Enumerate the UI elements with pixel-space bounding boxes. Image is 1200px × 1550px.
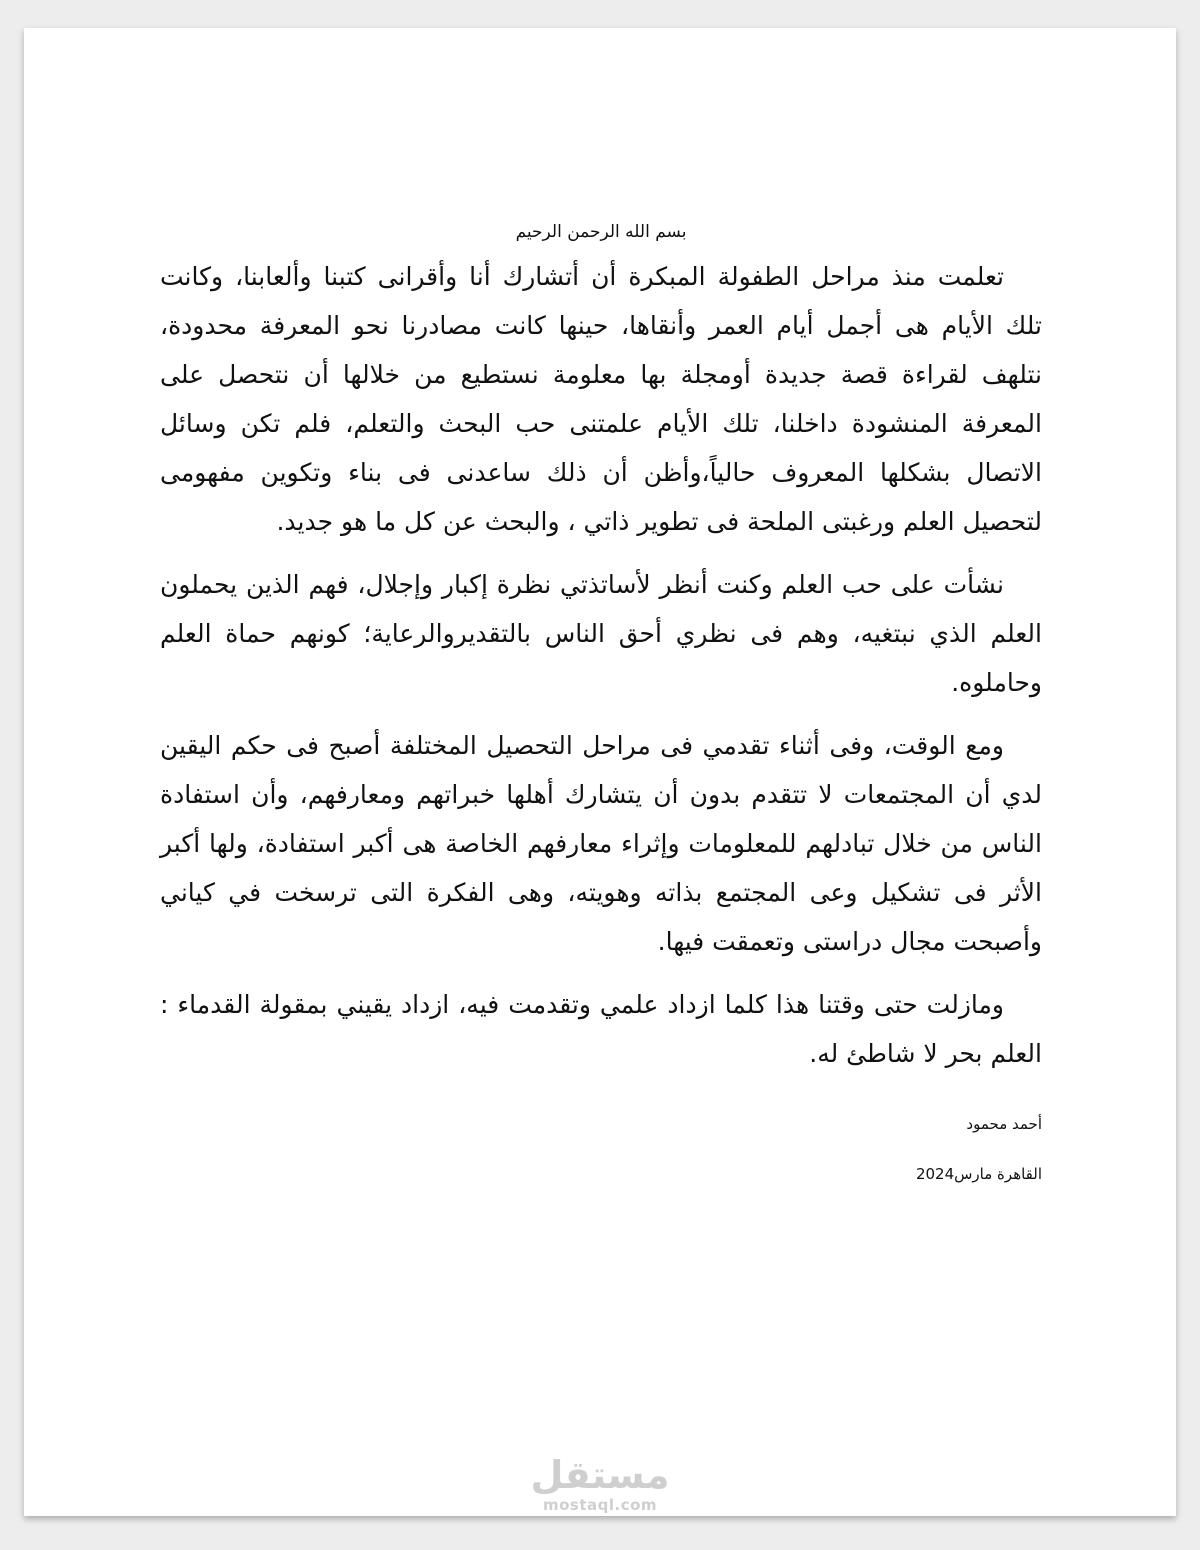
document-page [24,28,1176,1516]
paragraph-3: ومع الوقت، وفى أثناء تقدمي فى مراحل التحصيل المختلفة أصبح فى حكم اليقين لدي أن المجتمعات لا تتقدم بدون أن يتشارك أهلها خبراتهم ومعارفهم، وأن استفادة الناس من خلال تبادلهم للمعلومات وإثراء معارفهم الخاصة هى أكبر استفادة، ولها أكبر الأثر فى تشكيل وعى المجتمع بذاته وهويته، وهى الفكرة التى ترسخت في كياني وأصبحت مجال دراستى وتعمقت فيها. [160,731,1042,956]
watermark-latin-text: mostaql.com [542,1496,658,1514]
author-name: أحمد محمود [966,1115,1042,1133]
basmala-heading: بسم الله الرحمن الرحيم [515,222,687,242]
paragraph-2: نشأت على حب العلم وكنت أنظر لأساتذتي نظرة إكبار وإجلال، فهم الذين يحملون العلم الذي نبتغيه، وهم فى نظري أحق الناس بالتقديروالرعاية؛ كونهم حماة العلم وحاملوه. [160,570,1042,697]
mostaql-watermark [24,1454,1176,1514]
paragraph-1: تعلمت منذ مراحل الطفولة المبكرة أن أتشارك أنا وأقرانى كتبنا وألعابنا، وكانت تلك الأيام هى أجمل أيام العمر وأنقاها، حينها كانت مصادرنا نحو المعرفة محدودة، نتلهف لقراءة قصة جديدة أومجلة بها معلومة نستطيع من خلالها أن نتحصل على المعرفة المنشودة داخلنا، تلك الأيام علمتنى حب البحث والتعلم، فلم تكن وسائل الاتصال بشكلها المعروف حالياً،وأظن أن ذلك ساعدنى فى بناء وتكوين مفهومى لتحصيل العلم ورغبتى الملحة فى تطوير ذاتي ، والبحث عن كل ما هو جديد. [160,262,1042,536]
place-date-line: القاهرة مارس2024 [915,1165,1042,1183]
paragraph-4: ومازلت حتى وقتنا هذا كلما ازداد علمي وتقدمت فيه، ازداد يقيني بمقولة القدماء : العلم بحر لا شاطئ له. [160,990,1042,1068]
document-body [160,218,1042,1186]
watermark-arabic-text: مستقل [530,1453,670,1497]
